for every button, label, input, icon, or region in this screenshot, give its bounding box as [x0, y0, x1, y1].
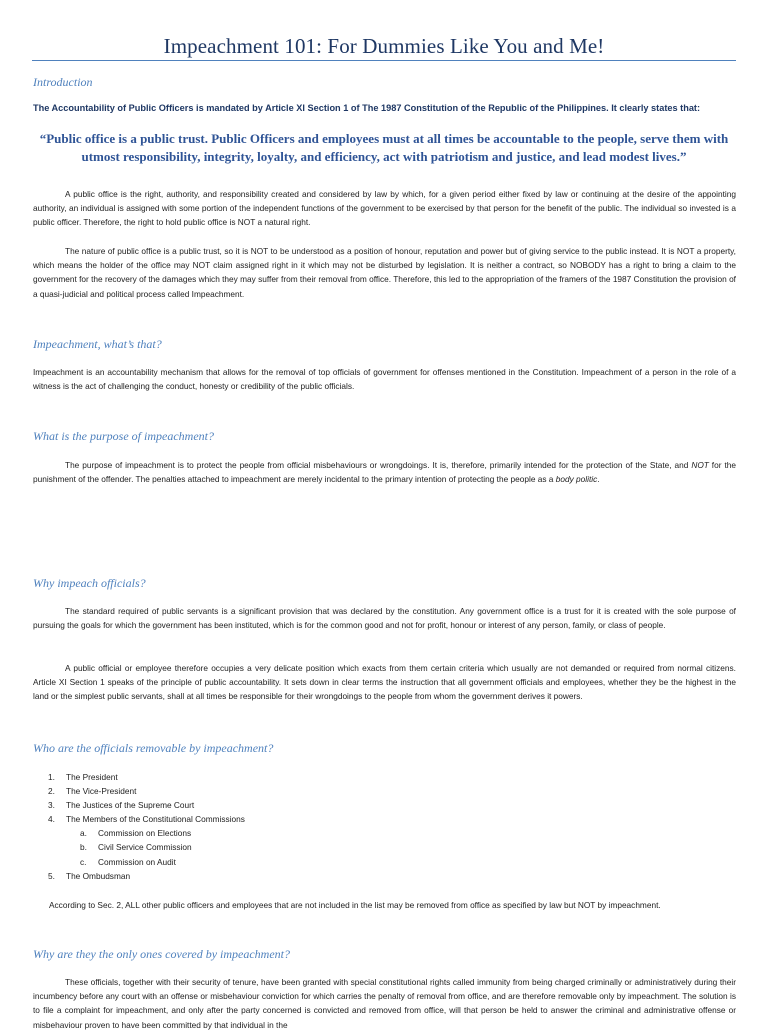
- list-item: 5. The Ombudsman: [48, 870, 131, 881]
- heading-only-ones: Why are they the only ones covered by impeachment?: [33, 947, 291, 961]
- heading-who-removable: Who are the officials removable by impeachment?: [33, 741, 274, 755]
- heading-introduction: Introduction: [33, 75, 93, 89]
- list-item: 1. The President: [48, 772, 118, 782]
- list-item: 4. The Members of the Constitutional Commissions a. Commission on Elections b. Civil Service Commission c. Commission on Audit: [48, 812, 245, 868]
- officials-list: [48, 770, 245, 883]
- heading-why-impeach: Why impeach officials?: [33, 576, 146, 590]
- heading-whats-that: Impeachment, what’s that?: [33, 337, 162, 351]
- list-item: 2. The Vice-President: [48, 786, 137, 797]
- heading-purpose: What is the purpose of impeachment?: [33, 429, 214, 443]
- why-paragraph-1: The standard required of public servants is a significant provision that was declared by the constitution. Any government office is a trust for it is created with the sole purpose of pursuing the goals for which the government has been instituted, which is for the common good and not for profit, honour or interest of any person, family, or class of people.: [33, 606, 736, 631]
- whats-that-paragraph: Impeachment is an accountability mechanism that allows for the removal of top officials of government for offenses mentioned in the Constitution. Impeachment of a person in the role of a witness is the act of challenging the conduct, honesty or credibility of the public officials.: [33, 367, 736, 392]
- document-title: Impeachment 101: For Dummies Like You and Me!: [163, 34, 605, 58]
- list-item: 3. The Justices of the Supreme Court: [48, 800, 195, 811]
- list-item: a. Commission on Elections: [80, 828, 192, 839]
- purpose-paragraph: The purpose of impeachment is to protect the people from official misbehaviours or wrongdoings. It is, therefore, primarily intended for the protection of the State, and NOT for the punishment of the offender. The penalties attached to impeachment are merely incidental to the primary intention of protecting the people as a body politic.: [33, 460, 736, 485]
- intro-paragraph-2: The nature of public office is a public trust, so it is NOT to be understood as a position of honour, reputation and power but of giving service to the public instead. It is NOT a property, which means the holder of the office may NOT claim assigned right in it which may not be disturbed by legislation. It is neither a contract, so NOBODY has a right to bring a claim to the government for the recovery of the damages which they may suffer from their removal from office. Therefore, this led to the appropriation of the framers of the 1987 Constitution the provision of a quasi-judicial and political process called Impeachment.: [33, 246, 736, 299]
- intro-paragraph-1: A public office is the right, authority, and responsibility created and considered by law by which, for a given period either fixed by law or continuing at the desire of the appointing authority, an individual is assigned with some portion of the independent functions of the government to be exercised by that person for the benefit of the public. The individual so invested is a public officer. Therefore, the right to hold public office is NOT a natural right.: [33, 189, 736, 228]
- intro-lead: The Accountability of Public Officers is mandated by Article XI Section 1 of The 1987 Constitution of the Republic of the Philippines. It clearly states that:: [33, 103, 701, 113]
- commissions-sublist: [66, 826, 245, 868]
- title-underline: [32, 60, 736, 61]
- only-ones-paragraph: These officials, together with their security of tenure, have been granted with special constitutional rights called immunity from being charged criminally or administratively during their incumbency before any court with an offense or misbehaviour conviction for which carries the penalty of removal from office, and are therefore removable only by impeachment. The solution is to file a complaint for impeachment, and only after the party concerned is convicted and removed from office, will that person be held to answer the criminal and administrative offense or misbehaviour proven to have been committed by that individual in the: [33, 977, 736, 1030]
- why-paragraph-2: A public official or employee therefore occupies a very delicate position which exacts from them certain criteria which usually are not demanded or required from normal citizens. Article XI Section 1 speaks of the principle of public accountability. It sets down in clear terms the instruction that all government officials and employees, whether they be the highest in the land or the simplest public servants, shall at all times be responsible for their wrongdoings to the people from whom the government derives it powers.: [33, 663, 736, 702]
- list-item: c. Commission on Audit: [80, 856, 176, 867]
- list-item: b. Civil Service Commission: [80, 842, 192, 853]
- constitution-quote: “Public office is a public trust. Public Officers and employees must at all times be accountable to the people, serve them with utmost responsibility, integrity, loyalty, and efficiency, act with patriotism and justice, and lead modest lives.”: [39, 131, 729, 164]
- who-note: According to Sec. 2, ALL other public officers and employees that are not included in the list may be removed from office as specified by law but NOT by impeachment.: [49, 900, 661, 910]
